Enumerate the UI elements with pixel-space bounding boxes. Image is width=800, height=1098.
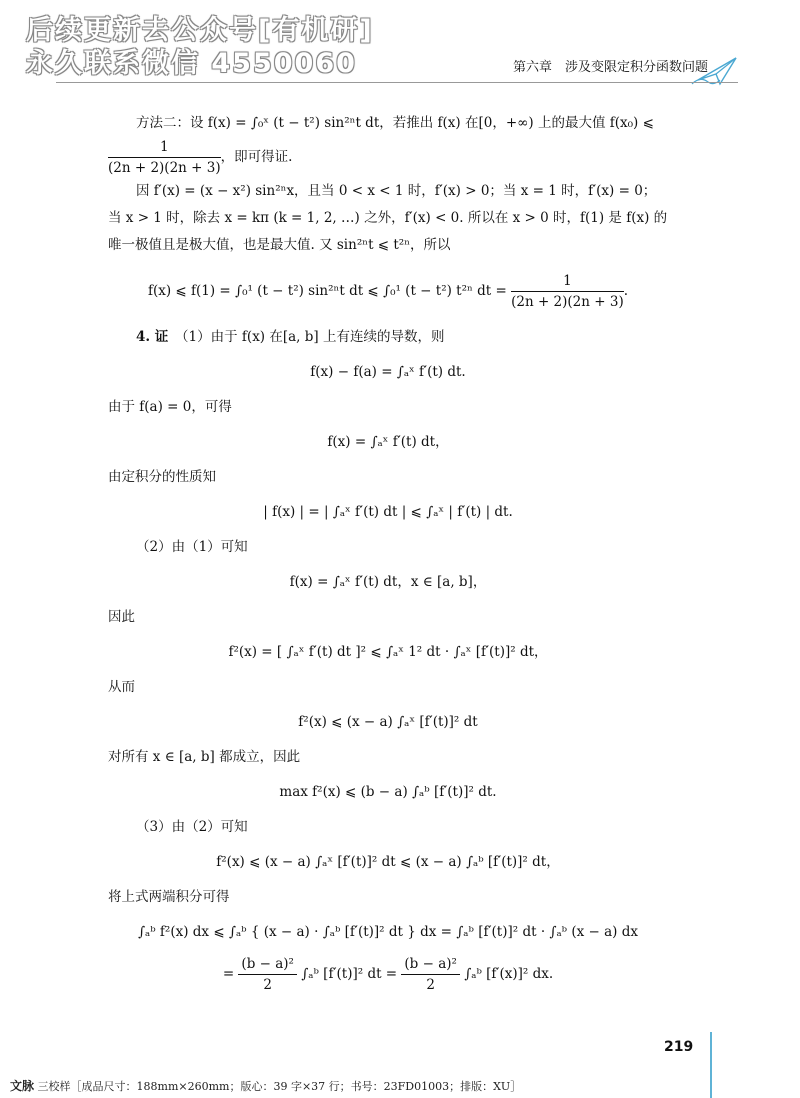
method2-tail: ，即可得证.	[220, 149, 293, 165]
equation-7: f²(x) ⩽ (x − a) ∫ₐˣ [f′(t)]² dt	[298, 714, 478, 730]
chapter-running-head: 第六章 涉及变限定积分函数问题	[512, 60, 708, 75]
watermark-line-1: 后续更新去公众号[有机研]	[26, 15, 374, 46]
equation-2: f(x) − f(a) = ∫ₐˣ f′(t) dt.	[310, 364, 466, 380]
page-number: 219	[664, 1039, 694, 1055]
page-body	[108, 110, 668, 1003]
item-4	[108, 324, 668, 351]
method2-lead	[108, 110, 668, 137]
method2-fraction	[108, 137, 221, 178]
fraction-denominator: 2	[426, 977, 435, 993]
equation-1	[108, 271, 668, 312]
watermark	[26, 14, 374, 80]
fraction-numerator: 1	[108, 137, 221, 158]
fraction-denominator: 2	[263, 977, 272, 993]
text-3: 由于 f(a) = 0，可得	[108, 399, 232, 415]
fraction-numerator: 1	[511, 271, 624, 292]
text-7: 从而	[108, 679, 135, 695]
text-8: 对所有 x ∈ [a, b] 都成立，因此	[108, 749, 301, 765]
eq11-fraction-b	[401, 954, 460, 995]
fraction-denominator: (2n + 2)(2n + 3)	[108, 160, 221, 176]
item-4-label: 4. 证	[136, 329, 169, 345]
text-5: （2）由（1）可知	[136, 539, 248, 555]
print-info: 三校样［成品尺寸：188mm×260mm；版心：39 字×37 行；书号：23FD01003；排版：XU］	[37, 1080, 522, 1093]
equation-3: f(x) = ∫ₐˣ f′(t) dt，	[327, 434, 449, 450]
fraction-denominator: (2n + 2)(2n + 3)	[511, 294, 624, 310]
item-4-text: （1）由于 f(x) 在[a, b] 上有连续的导数，则	[181, 329, 445, 345]
text-9: （3）由（2）可知	[136, 819, 248, 835]
method2-fraction-line	[108, 137, 668, 178]
equation-11	[108, 954, 668, 995]
print-footer	[10, 1077, 521, 1094]
header-rule	[56, 82, 738, 83]
eq1-left: f(x) ⩽ f(1) = ∫₀¹ (t − t²) sin²ⁿt dt ⩽ ∫₀¹ (t − t²) t²ⁿ dt =	[147, 283, 507, 299]
eq11-lead: =	[222, 966, 235, 982]
equation-5: f(x) = ∫ₐˣ f′(t) dt，x ∈ [a, b]，	[289, 574, 487, 590]
method2-paragraph: 因 f′(x) = (x − x²) sin²ⁿx，且当 0 < x < 1 时，f′(x) > 0；当 x = 1 时，f′(x) = 0；当 x > 1 时，除去 x = kπ (k = 1, 2, …) 之外，f′(x) < 0. 所以在 x > 0 时，f(1) 是 f(x) 的唯一极值且是极大值，也是最大值. 又 sin²ⁿt ⩽ t²ⁿ，所以	[108, 183, 668, 253]
text-4: 由定积分的性质知	[108, 469, 216, 485]
eq11-fraction-a	[238, 954, 297, 995]
equation-6: f²(x) = [ ∫ₐˣ f′(t) dt ]² ⩽ ∫ₐˣ 1² dt · ∫ₐˣ [f′(t)]² dt，	[228, 644, 548, 660]
equation-4: | f(x) | = | ∫ₐˣ f′(t) dt | ⩽ ∫ₐˣ | f′(t) | dt.	[263, 504, 513, 520]
eq11-end: ∫ₐᵇ [f′(x)]² dx.	[464, 966, 554, 982]
eq11-mid: ∫ₐᵇ [f′(t)]² dt =	[301, 966, 398, 982]
method2-lead-text: 方法二：设 f(x) = ∫₀ˣ (t − t²) sin²ⁿt dt，若推出 f(x) 在[0，+∞) 上的最大值 f(x₀) ⩽	[136, 115, 654, 131]
equation-9: f²(x) ⩽ (x − a) ∫ₐˣ [f′(t)]² dt ⩽ (x − a) ∫ₐᵇ [f′(t)]² dt，	[216, 854, 560, 870]
press-name: 文脉	[10, 1079, 35, 1093]
margin-bar	[710, 1032, 712, 1098]
watermark-line-2: 永久联系微信 4550060	[26, 48, 357, 79]
eq1-fraction	[511, 271, 624, 312]
equation-10: ∫ₐᵇ f²(x) dx ⩽ ∫ₐᵇ { (x − a) · ∫ₐᵇ [f′(t)]² dt } dx = ∫ₐᵇ [f′(t)]² dt · ∫ₐᵇ (x − a) dx	[138, 924, 638, 940]
fraction-numerator: (b − a)²	[401, 954, 460, 975]
text-10: 将上式两端积分可得	[108, 889, 230, 905]
equation-8: max f²(x) ⩽ (b − a) ∫ₐᵇ [f′(t)]² dt.	[279, 784, 497, 800]
fraction-numerator: (b − a)²	[238, 954, 297, 975]
eq1-end: .	[623, 283, 629, 299]
text-6: 因此	[108, 609, 135, 625]
